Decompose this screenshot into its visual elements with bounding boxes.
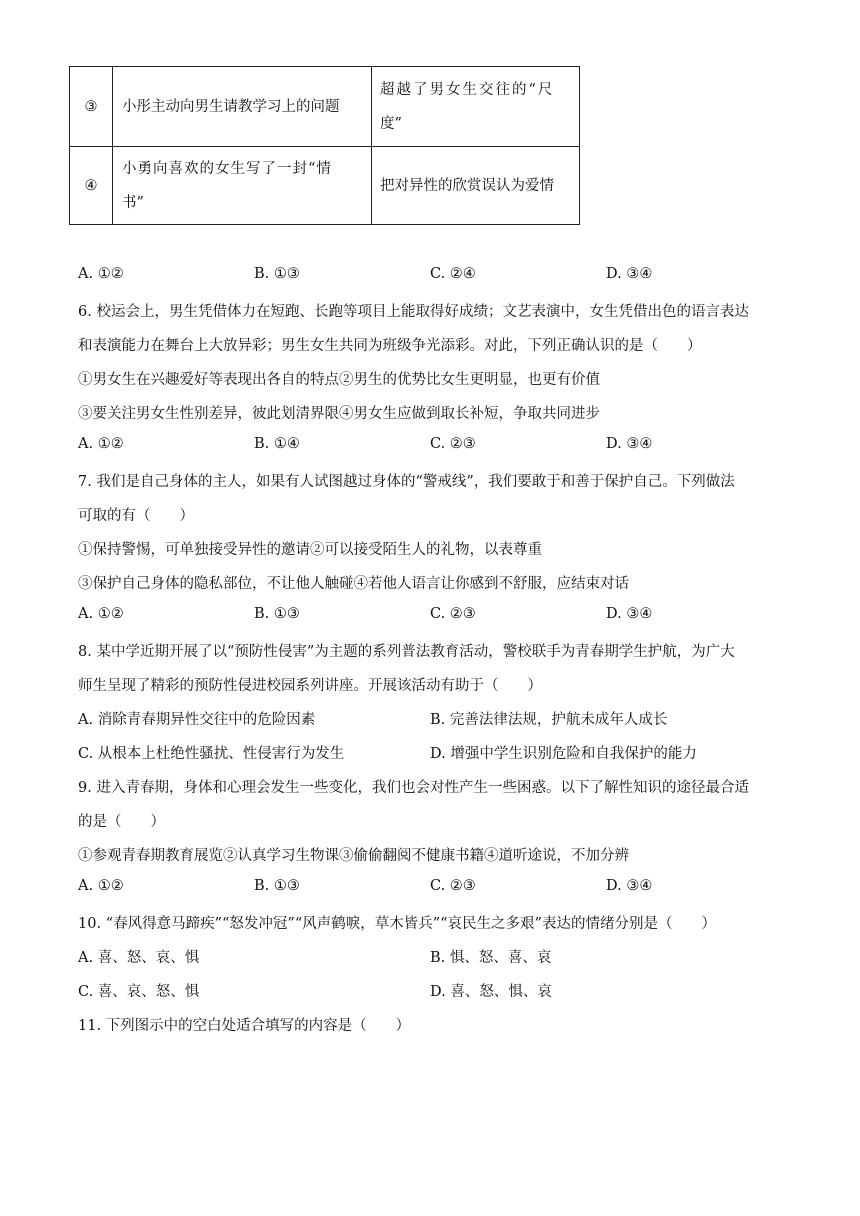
option-a[interactable]: A. ①② [78, 878, 124, 894]
option-b[interactable]: B. ①③ [254, 878, 300, 894]
option-d[interactable]: D. ③④ [606, 266, 653, 282]
q11-stem: 11. 下列图示中的空白处适合填写的内容是（ ） [78, 1018, 411, 1034]
option-b[interactable]: B. 惧、怒、喜、哀 [430, 950, 552, 966]
option-d[interactable]: D. ③④ [606, 606, 653, 622]
q9-stem-line1: 9. 进入青春期，身体和心理会发生一些变化，我们也会对性产生一些困惑。以下了解性知识的途径最合适 [78, 780, 749, 796]
option-b[interactable]: B. ①③ [254, 266, 300, 282]
comment-cell: 超越了男女生交往的“尺 度” [372, 67, 580, 147]
option-b[interactable]: B. 完善法律法规，护航未成年人成长 [430, 712, 668, 728]
q9-statements-1: ①参观青春期教育展览②认真学习生物课③偷偷翻阅不健康书籍④道听途说，不加分辨 [78, 848, 629, 864]
row-number: ④ [70, 147, 113, 225]
table-row [70, 147, 580, 225]
option-c[interactable]: C. 从根本上杜绝性骚扰、性侵害行为发生 [78, 746, 345, 762]
option-d[interactable]: D. 增强中学生识别危险和自我保护的能力 [430, 746, 697, 762]
option-a[interactable]: A. 喜、怒、哀、惧 [78, 950, 200, 966]
q6-statements-1: ①男女生在兴趣爱好等表现出各自的特点②男生的优势比女生更明显，也更有价值 [78, 372, 600, 388]
q6-statements-2: ③要关注男女生性别差异，彼此划清界限④男女生应做到取长补短，争取共同进步 [78, 406, 600, 422]
q7-statements-2: ③保护自己身体的隐私部位，不让他人触碰④若他人语言让你感到不舒服，应结束对话 [78, 576, 629, 592]
option-b[interactable]: B. ①③ [254, 606, 300, 622]
q6-stem-line2: 和表演能力在舞台上大放异彩；男生女生共同为班级争光添彩。对此，下列正确认识的是（ ） [78, 338, 702, 354]
q7-stem-line2: 可取的有（ ） [78, 508, 194, 524]
option-d[interactable]: D. 喜、怒、惧、哀 [430, 984, 552, 1000]
q6-stem-line1: 6. 校运会上，男生凭借体力在短跑、长跑等项目上能取得好成绩；文艺表演中，女生凭借出色的语言表达 [78, 304, 749, 320]
option-c[interactable]: C. 喜、哀、怒、惧 [78, 984, 200, 1000]
option-a[interactable]: A. 消除青春期异性交往中的危险因素 [78, 712, 316, 728]
q9-stem-line2: 的是（ ） [78, 814, 165, 830]
option-a[interactable]: A. ①② [78, 266, 124, 282]
behavior-cell: 小彤主动向男生请教学习上的问题 [113, 67, 372, 147]
option-a[interactable]: A. ①② [78, 436, 124, 452]
option-c[interactable]: C. ②③ [430, 606, 476, 622]
comment-cell: 把对异性的欣赏误认为爱情 [372, 147, 580, 225]
q7-statements-1: ①保持警惕，可单独接受异性的邀请②可以接受陌生人的礼物，以表尊重 [78, 542, 542, 558]
option-d[interactable]: D. ③④ [606, 436, 653, 452]
behavior-cell: 小勇向喜欢的女生写了一封“情 书” [113, 147, 372, 225]
q8-stem-line2: 师生呈现了精彩的预防性侵进校园系列讲座。开展该活动有助于（ ） [78, 678, 542, 694]
comparison-table [69, 66, 580, 225]
option-c[interactable]: C. ②③ [430, 878, 476, 894]
option-a[interactable]: A. ①② [78, 606, 124, 622]
option-d[interactable]: D. ③④ [606, 878, 653, 894]
row-number: ③ [70, 67, 113, 147]
option-c[interactable]: C. ②③ [430, 436, 476, 452]
option-c[interactable]: C. ②④ [430, 266, 476, 282]
table-row [70, 67, 580, 147]
q8-stem-line1: 8. 某中学近期开展了以“预防性侵害”为主题的系列普法教育活动，警校联手为青春期学生护航，为广大 [78, 644, 735, 660]
q10-stem: 10. “春风得意马蹄疾”“怒发冲冠”“风声鹤唳，草木皆兵”“哀民生之多艰”表达的情绪分别是（ ） [78, 916, 716, 932]
option-b[interactable]: B. ①④ [254, 436, 300, 452]
q7-stem-line1: 7. 我们是自己身体的主人，如果有人试图越过身体的“警戒线”，我们要敢于和善于保护自己。下列做法 [78, 474, 735, 490]
